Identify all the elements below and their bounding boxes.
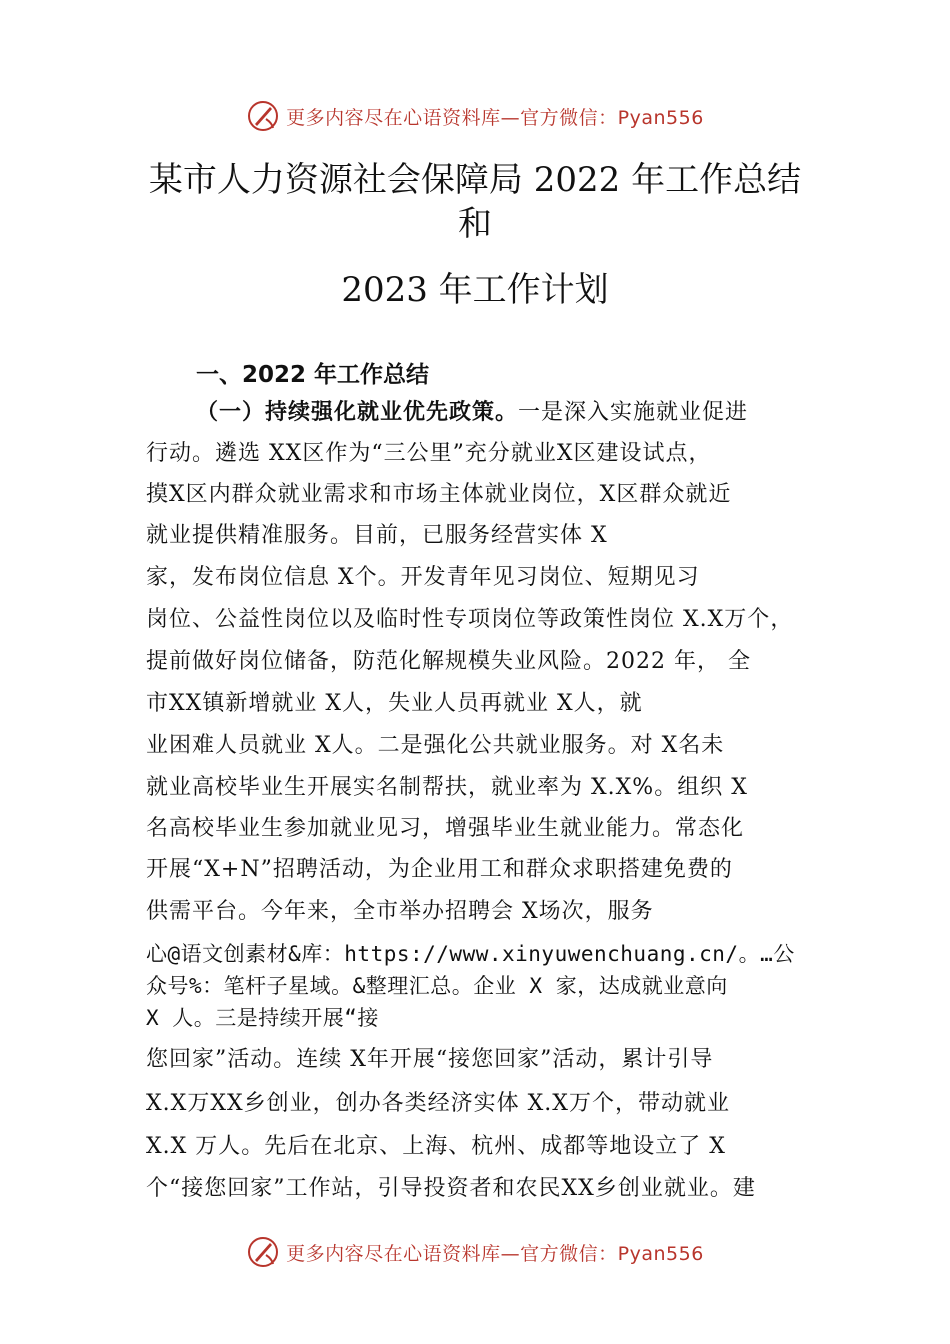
lead-bold-text: （一）持续强化就业优先政策。 <box>196 399 519 425</box>
paragraph-line: 个“接您回家”工作站，引导投资者和农民XX乡创业就业。建 <box>146 1176 756 1201</box>
paragraph-line: 家，发布岗位信息 X个。开发青年见习岗位、短期见习 <box>146 565 700 590</box>
watermark-line: 心@语文创素材&库：https://www.xinyuwenchuang.cn/。…公 <box>146 942 795 966</box>
paragraph-line: 提前做好岗位储备，防范化解规模失业风险。2022 年， 全 <box>146 649 751 674</box>
header-banner <box>0 96 950 136</box>
section-heading: 一、2022 年工作总结 <box>196 362 430 388</box>
banner-text: 更多内容尽在心语资料库—官方微信：Pyan556 <box>286 106 704 129</box>
paragraph-line: X.X万XX乡创业，创办各类经济实体 X.X万个，带动就业 <box>146 1091 730 1116</box>
watermark-line: X 人。三是持续开展“接 <box>146 1006 379 1030</box>
banner-text: 更多内容尽在心语资料库—官方微信：Pyan556 <box>286 1242 704 1265</box>
paragraph-line: 名高校毕业生参加就业见习，增强毕业生就业能力。常态化 <box>146 816 745 841</box>
footer-banner <box>0 1232 950 1272</box>
paragraph-line-text: 一是深入实施就业促进 <box>518 400 749 425</box>
document-title-line-2: 和 <box>458 204 492 244</box>
paragraph-line: 开展“X+N”招聘活动，为企业用工和群众求职搭建免费的 <box>146 857 733 882</box>
paragraph-line: 就业高校毕业生开展实名制帮扶，就业率为 X.X%。组织 X <box>146 775 748 800</box>
paragraph-line: 岗位、公益性岗位以及临时性专项岗位等政策性岗位 X.X万个， <box>146 607 794 632</box>
paragraph-line: X.X 万人。先后在北京、上海、杭州、成都等地设立了 X <box>146 1134 726 1159</box>
paragraph-line: 您回家”活动。连续 X年开展“接您回家”活动，累计引导 <box>146 1047 714 1072</box>
paragraph-line <box>196 398 748 427</box>
quill-seal-icon <box>246 99 280 133</box>
paragraph-line: 摸X区内群众就业需求和市场主体就业岗位，X区群众就近 <box>146 482 732 507</box>
watermark-line: 众号%：笔杆子星域。&整理汇总。企业 X 家，达成就业意向 <box>146 974 728 998</box>
paragraph-line: 市XX镇新增就业 X人，失业人员再就业 X人，就 <box>146 691 643 716</box>
paragraph-line: 就业提供精准服务。目前，已服务经营实体 X <box>146 523 608 548</box>
paragraph-line: 业困难人员就业 X人。二是强化公共就业服务。对 X名未 <box>146 733 725 758</box>
paragraph-line: 行动。遴选 XX区作为“三公里”充分就业X区建设试点， <box>146 441 712 466</box>
document-title-line-1: 某市人力资源社会保障局 2022 年工作总结 <box>148 160 802 200</box>
quill-seal-icon <box>246 1235 280 1269</box>
paragraph-line: 供需平台。今年来，全市举办招聘会 X场次，服务 <box>146 899 654 924</box>
document-title-line-3: 2023 年工作计划 <box>341 270 609 310</box>
